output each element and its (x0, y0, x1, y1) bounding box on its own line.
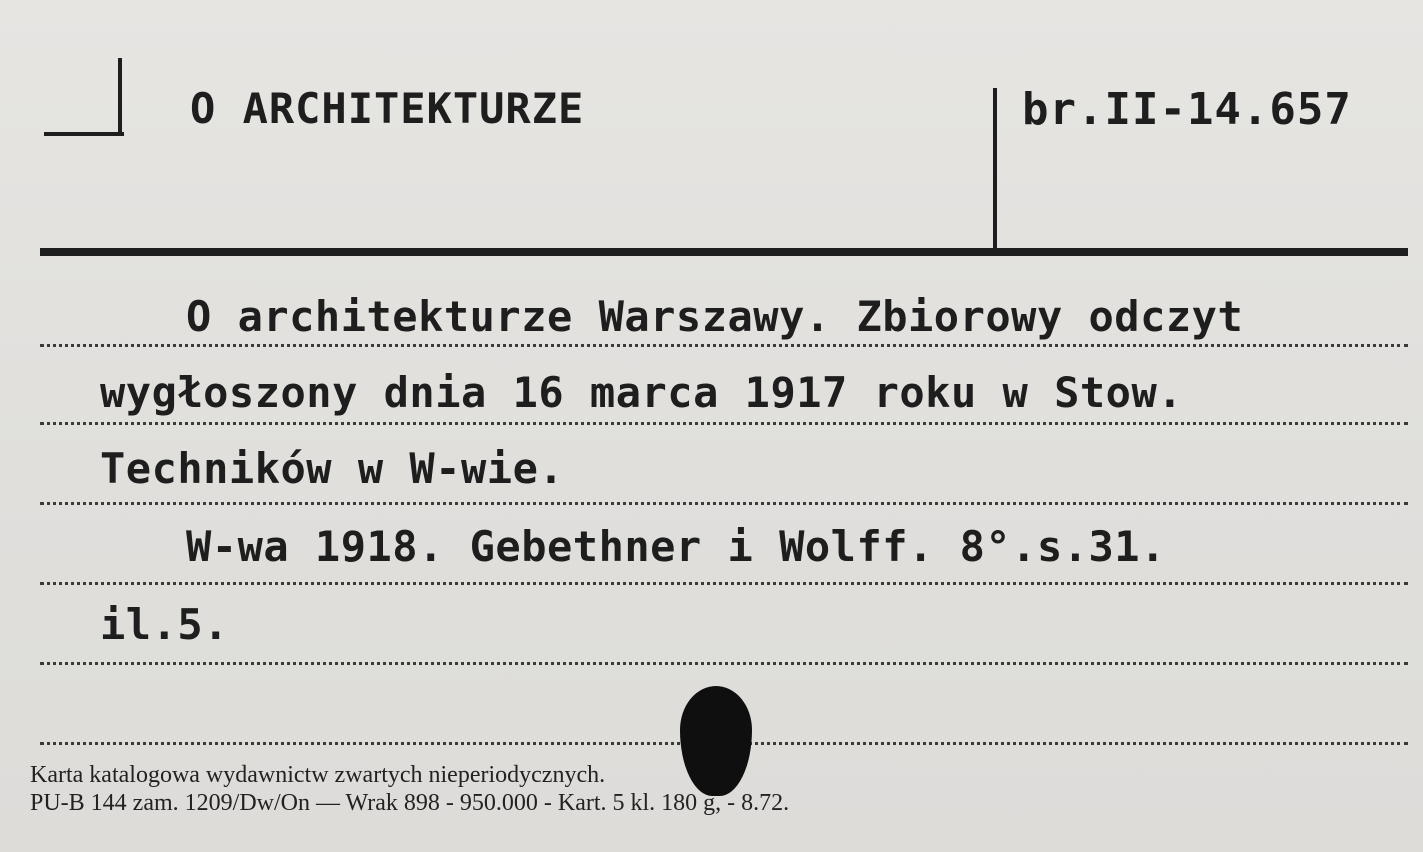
entry-line-5: il.5. (100, 600, 229, 649)
corner-bracket-horizontal (44, 132, 124, 136)
dotted-rule (40, 582, 1408, 585)
entry-line-3: Techników w W-wie. (100, 444, 565, 493)
dotted-rule (40, 502, 1408, 505)
dotted-rule (40, 344, 1408, 347)
corner-bracket-vertical (118, 58, 122, 136)
card-heading: O ARCHITEKTURZE (190, 84, 585, 133)
header-rule (40, 248, 1408, 256)
shelfmark: br.II-14.657 (1022, 84, 1352, 135)
entry-line-4: W-wa 1918. Gebethner i Wolff. 8°.s.31. (186, 522, 1166, 571)
entry-line-1: O architekturze Warszawy. Zbiorowy odczyt (186, 292, 1244, 341)
form-footer-line-2: PU-B 144 zam. 1209/Dw/On — Wrak 898 - 950.000 - Kart. 5 kl. 180 g, - 8.72. (30, 790, 790, 816)
dotted-rule (40, 422, 1408, 425)
form-footer-line-1: Karta katalogowa wydawnictw zwartych nieperiodycznych. (30, 762, 606, 788)
entry-line-2: wygłoszony dnia 16 marca 1917 roku w Stow. (100, 368, 1184, 417)
dotted-rule (40, 662, 1408, 665)
corner-bracket-mark (44, 58, 124, 138)
header-vertical-divider (993, 88, 997, 250)
punch-hole (680, 686, 752, 796)
